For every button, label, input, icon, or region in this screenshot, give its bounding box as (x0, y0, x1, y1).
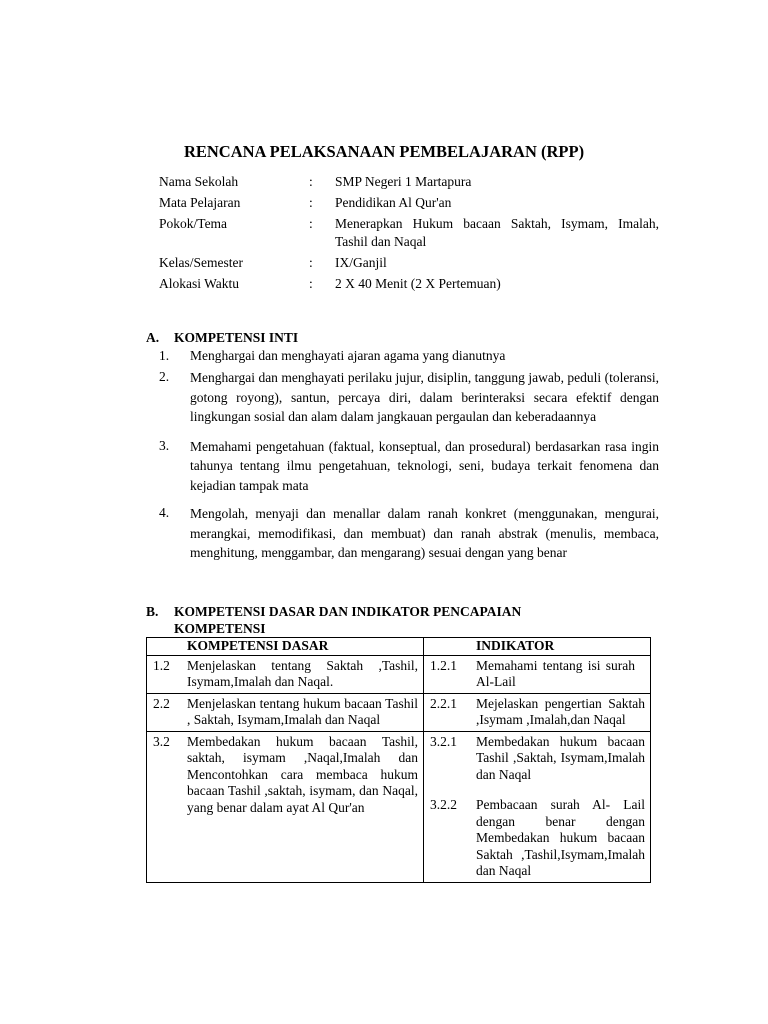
info-colon: : (309, 195, 313, 210)
kd-number: 3.2 (153, 733, 170, 749)
info-colon: : (309, 174, 313, 189)
info-row-class (159, 254, 659, 272)
indicator-number: 2.2.1 (430, 695, 457, 711)
kd-text: Menjelaskan tentang hukum bacaan Tashil , Saktah, Isymam,Imalah dan Naqal (187, 695, 418, 727)
info-colon: : (309, 276, 313, 291)
kd-text: Membedakan hukum bacaan Tashil, saktah, isymam ,Naqal,Imalah dan Mencontohkan cara membaca hukum bacaan Tashil ,saktah, isymam, dan Naqal, yang benar dalam ayat Al Qur'an (187, 733, 418, 815)
indicator-cell (424, 693, 651, 731)
kd-cell (147, 731, 424, 882)
list-number: 1. (159, 348, 170, 363)
kd-cell (147, 655, 424, 693)
info-row-school (159, 173, 659, 191)
competency-table (146, 637, 651, 883)
list-item (159, 347, 659, 365)
info-label: Alokasi Waktu (159, 276, 240, 291)
indicator-cell (424, 731, 651, 882)
list-item (159, 504, 659, 563)
identity-block (159, 173, 659, 296)
list-text: Memahami pengetahuan (faktual, konseptual, dan prosedural) berdasarkan rasa ingin tahunya tentang ilmu pengetahuan, teknologi, seni, budaya terkait fenomena dan kejadian tampak mata (190, 438, 659, 493)
info-colon: : (309, 255, 313, 270)
section-b-heading (146, 603, 626, 637)
info-label: Kelas/Semester (159, 255, 243, 270)
table-row (147, 693, 651, 731)
info-row-time (159, 275, 659, 293)
info-label: Nama Sekolah (159, 174, 239, 189)
indicator-number: 1.2.1 (430, 657, 457, 673)
info-value: SMP Negeri 1 Martapura (335, 174, 472, 189)
info-row-theme (159, 215, 659, 251)
kd-text: Menjelaskan tentang Saktah ,Tashil, Isymam,Imalah dan Naqal. (187, 657, 418, 689)
table-header-row (147, 638, 651, 656)
kd-number: 1.2 (153, 657, 170, 673)
kd-cell (147, 693, 424, 731)
list-text: Mengolah, menyaji dan menallar dalam ranah konkret (menggunakan, mengurai, merangkai, memodifikasi, dan membuat) dan ranah abstrak (menulis, membaca, menghitung, menggambar, dan mengarang) sesuai dengan yang benar (190, 506, 659, 560)
info-label: Pokok/Tema (159, 216, 228, 231)
kd-number: 2.2 (153, 695, 170, 711)
list-number: 2. (159, 369, 170, 384)
info-value: IX/Ganjil (335, 255, 387, 270)
list-item (159, 368, 659, 427)
section-letter: A. (146, 330, 160, 345)
list-number: 4. (159, 505, 170, 520)
info-value: Pendidikan Al Qur'an (335, 195, 452, 210)
section-letter: B. (146, 604, 159, 619)
table-row (147, 731, 651, 882)
info-value: 2 X 40 Menit (2 X Pertemuan) (335, 276, 501, 291)
column-header: KOMPETENSI DASAR (147, 638, 424, 656)
list-item (159, 437, 659, 496)
list-number: 3. (159, 437, 170, 453)
info-label: Mata Pelajaran (159, 195, 241, 210)
list-text: Menghargai dan menghayati ajaran agama yang dianutnya (190, 348, 506, 363)
indicator-text: Membedakan hukum bacaan Tashil ,Saktah, Isymam,Imalah dan Naqal (476, 733, 645, 782)
info-colon: : (309, 216, 313, 231)
section-title: KOMPETENSI INTI (174, 330, 299, 345)
indicator-number: 3.2.2 (430, 797, 457, 812)
indicator-number: 3.2.1 (430, 733, 457, 749)
page-title: RENCANA PELAKSANAAN PEMBELAJARAN (RPP) (183, 142, 585, 161)
info-row-subject (159, 194, 659, 212)
section-a-heading (146, 329, 626, 347)
table-row (147, 655, 651, 693)
info-value: Menerapkan Hukum bacaan Saktah, Isymam, Imalah, Tashil dan Naqal (335, 216, 659, 249)
indicator-text: Pembacaan surah Al- Lail dengan benar dengan Membedakan hukum bacaan Saktah ,Tashil,Isymam,Imalah dan Naqal (476, 797, 645, 878)
indicator-cell (424, 655, 651, 693)
indicator-text: Memahami tentang isi surah Al-Lail (476, 657, 635, 689)
indicator-text: Mejelaskan pengertian Saktah ,Isymam ,Imalah,dan Naqal (476, 695, 645, 727)
list-text: Menghargai dan menghayati perilaku jujur, disiplin, tanggung jawab, peduli (toleransi, gotong royong), santun, percaya diri, dalam berinteraksi secara efektif dengan lingkungan sosial dan alam dalam jangkauan pergaulan dan keberadaannya (190, 370, 659, 424)
column-header: INDIKATOR (424, 638, 651, 656)
core-competency-list (159, 347, 659, 563)
section-title: KOMPETENSI DASAR DAN INDIKATOR PENCAPAIAN KOMPETENSI (174, 604, 522, 636)
